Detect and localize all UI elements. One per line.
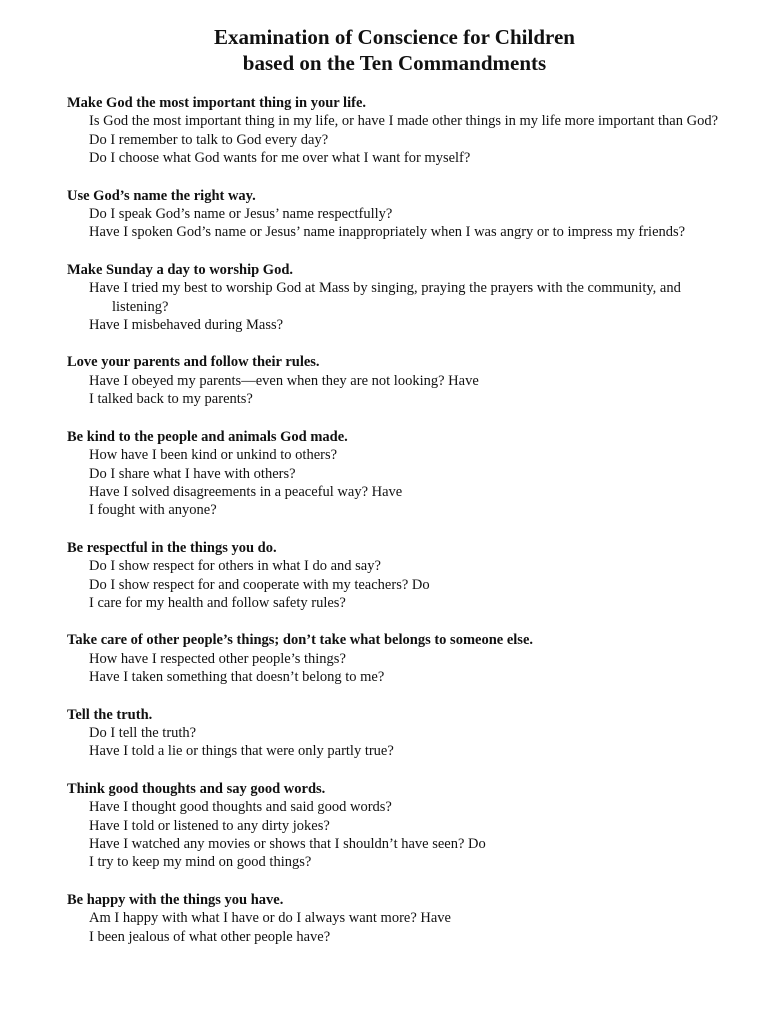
question-item: Have I watched any movies or shows that I shouldn’t have seen? Do bbox=[89, 836, 486, 852]
question-list bbox=[67, 112, 728, 167]
question-item: How have I been kind or unkind to others? bbox=[89, 447, 338, 464]
commandment-section bbox=[67, 631, 728, 686]
commandment-section bbox=[67, 780, 728, 872]
question-list bbox=[67, 650, 728, 687]
question-item: I fought with anyone? bbox=[89, 502, 217, 519]
question-item: I care for my health and follow safety rules? bbox=[89, 594, 346, 611]
page-title-line-2: based on the Ten Commandments bbox=[242, 51, 547, 75]
question-item: Have I taken something that doesn’t belong to me? bbox=[89, 669, 385, 686]
question-item: Is God the most important thing in my life, or have I made other things in my life more important than God? bbox=[89, 113, 719, 130]
commandment-section bbox=[67, 261, 728, 335]
question-list bbox=[67, 557, 728, 612]
commandment-section bbox=[67, 891, 728, 946]
question-item: Have I tried my best to worship God at Mass by singing, praying the prayers with the community, and listening? bbox=[89, 280, 681, 315]
question-item: I talked back to my parents? bbox=[89, 391, 253, 408]
commandment-heading: Use God’s name the right way. bbox=[67, 187, 256, 204]
question-list bbox=[67, 446, 728, 520]
commandment-heading: Think good thoughts and say good words. bbox=[67, 780, 326, 797]
question-item: Do I speak God’s name or Jesus’ name respectfully? bbox=[89, 206, 393, 223]
page-title bbox=[67, 24, 728, 76]
question-item: Have I told a lie or things that were only partly true? bbox=[89, 743, 394, 760]
commandment-section bbox=[67, 428, 728, 520]
question-item: Do I choose what God wants for me over what I want for myself? bbox=[89, 150, 471, 167]
question-item: Am I happy with what I have or do I always want more? Have bbox=[89, 910, 451, 927]
commandment-list bbox=[67, 94, 728, 946]
question-item: Do I show respect for others in what I do and say? bbox=[89, 558, 381, 575]
question-item: Do I tell the truth? bbox=[89, 724, 197, 741]
page-title-line-1: Examination of Conscience for Children bbox=[214, 25, 575, 49]
commandment-section bbox=[67, 706, 728, 761]
commandment-section bbox=[67, 353, 728, 408]
question-item: How have I respected other people’s things? bbox=[89, 650, 346, 667]
question-list bbox=[67, 909, 728, 946]
commandment-heading: Make Sunday a day to worship God. bbox=[67, 261, 294, 278]
question-list bbox=[67, 205, 728, 242]
question-item: Have I thought good thoughts and said good words? bbox=[89, 799, 392, 816]
commandment-section bbox=[67, 187, 728, 242]
question-item: Do I share what I have with others? bbox=[89, 465, 296, 482]
question-item: Have I obeyed my parents—even when they are not looking? Have bbox=[89, 372, 479, 389]
question-item: Have I solved disagreements in a peaceful way? Have bbox=[89, 483, 403, 500]
commandment-heading: Be happy with the things you have. bbox=[67, 891, 284, 908]
commandment-heading: Tell the truth. bbox=[67, 706, 153, 723]
commandment-section bbox=[67, 539, 728, 613]
question-item: Do I show respect for and cooperate with my teachers? Do bbox=[89, 576, 430, 593]
question-item: I try to keep my mind on good things? bbox=[89, 854, 312, 871]
question-list bbox=[67, 724, 728, 761]
question-item: Have I spoken God’s name or Jesus’ name inappropriately when I was angry or to impress my friends? bbox=[89, 224, 686, 241]
question-item: Have I told or listened to any dirty jokes? bbox=[89, 817, 330, 834]
commandment-heading: Love your parents and follow their rules. bbox=[67, 354, 320, 371]
question-list bbox=[67, 279, 728, 334]
commandment-heading: Take care of other people’s things; don’t take what belongs to someone else. bbox=[67, 632, 534, 649]
question-item: Have I misbehaved during Mass? bbox=[89, 317, 284, 334]
question-item: I been jealous of what other people have? bbox=[89, 928, 331, 945]
commandment-heading: Make God the most important thing in your life. bbox=[67, 95, 366, 111]
question-item: Do I remember to talk to God every day? bbox=[89, 131, 329, 148]
commandment-section bbox=[67, 94, 728, 168]
question-list bbox=[67, 798, 728, 872]
commandment-heading: Be kind to the people and animals God made. bbox=[67, 428, 348, 445]
commandment-heading: Be respectful in the things you do. bbox=[67, 539, 277, 556]
question-list bbox=[67, 372, 728, 409]
